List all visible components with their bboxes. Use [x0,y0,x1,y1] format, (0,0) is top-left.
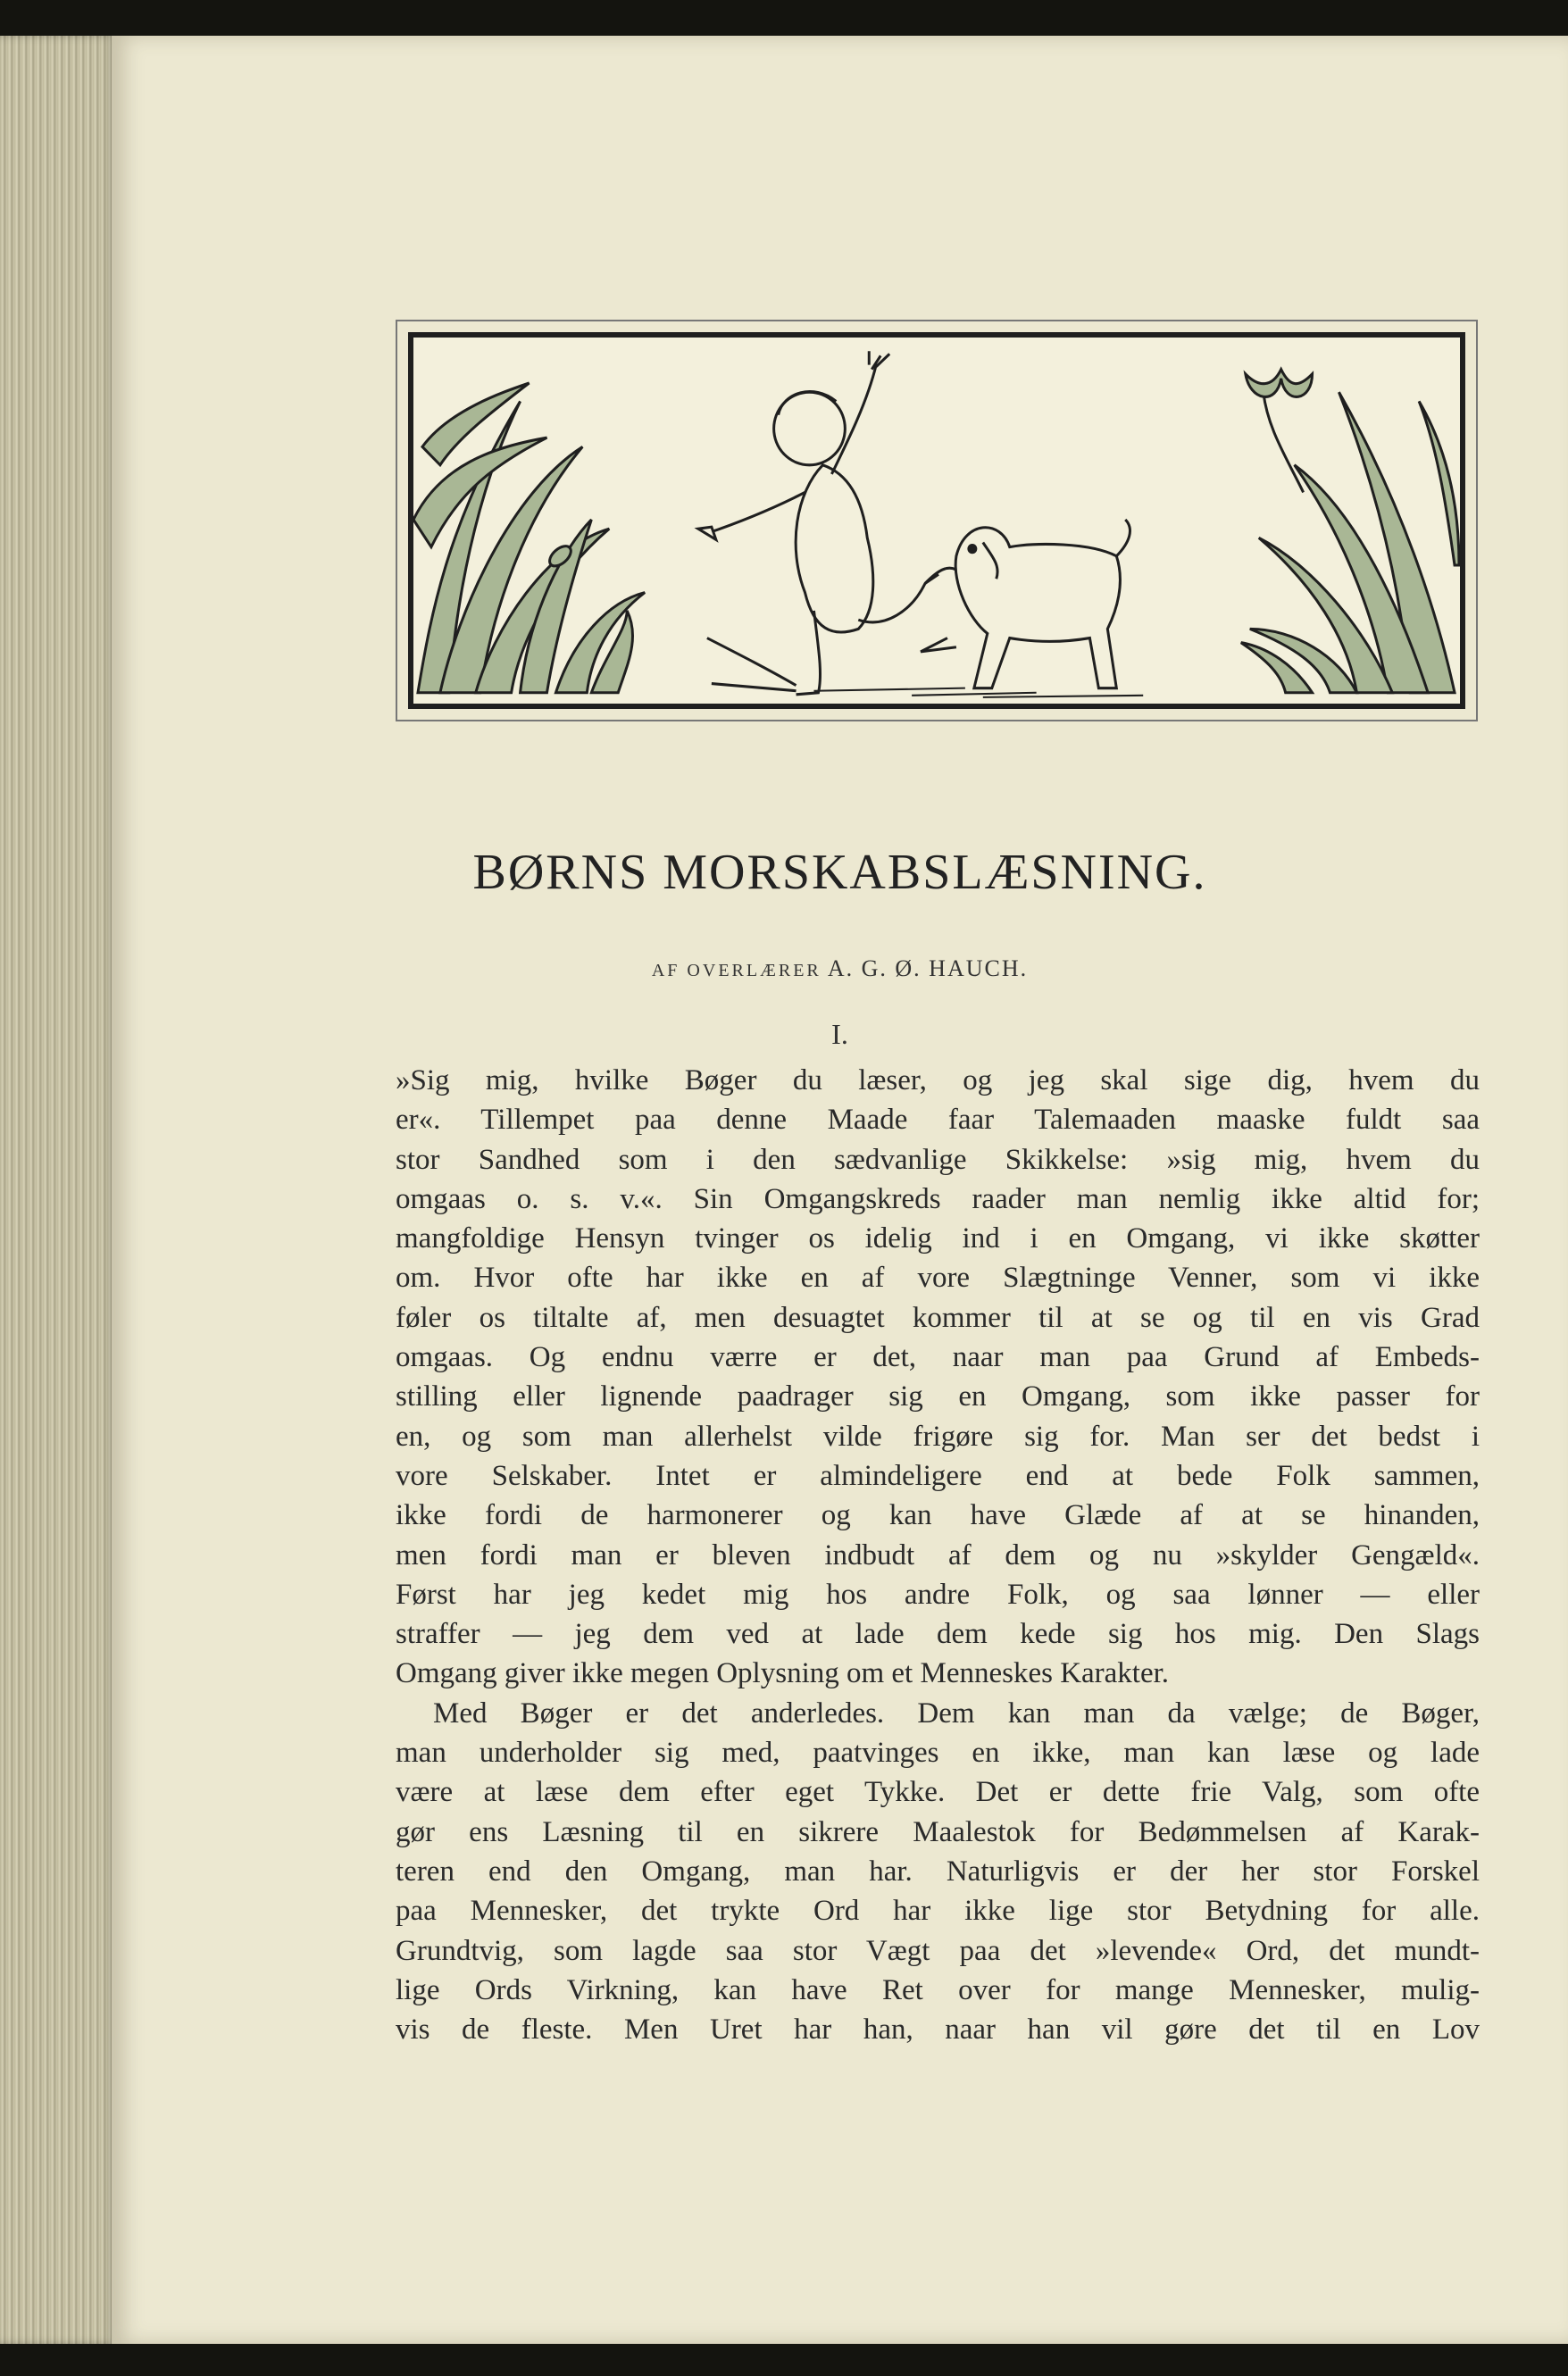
book-page-edges [0,36,116,2344]
text-line: »Sig mig, hvilke Bøger du læser, og jeg skal sige dig, hvem du [396,1064,1480,1096]
text-line: ikke fordi de harmonerer og kan have Glæde af at se hinanden, [396,1499,1480,1532]
text-line: vis de fleste. Men Uret har han, naar han vil gøre det til en Lov [396,2013,1480,2047]
article-body [396,1061,1480,2049]
cherub-icon [698,351,956,695]
text-line: omgaas o. s. v.«. Sin Omgangskreds raader man nemlig ikke altid for; [396,1182,1480,1215]
dog-icon [921,520,1130,688]
text-line: mangfoldige Hensyn tvinger os idelig ind i en Omgang, vi ikke skøtter [396,1222,1480,1255]
text-line: en, og som man allerhelst vilde frigøre sig for. Man ser det bedst i [396,1420,1480,1453]
text-line: være at læse dem efter eget Tykke. Det er dette frie Valg, som ofte [396,1776,1480,1809]
text-line: lige Ords Virkning, kan have Ret over for mange Mennesker, mulig- [396,1973,1480,2006]
text-line: stilling eller lignende paadrager sig en Omgang, som ikke passer for [396,1380,1480,1413]
paragraph [396,1694,1480,2050]
text-line: omgaas. Og endnu værre er det, naar man paa Grund af Embeds- [396,1341,1480,1374]
text-line: gør ens Læsning til en sikrere Maalestok for Bedømmelsen af Karak- [396,1815,1480,1848]
text-line: Først har jeg kedet mig hos andre Folk, og saa lønner — eller [396,1578,1480,1611]
vignette-illustration [413,338,1460,704]
text-line: teren end den Omgang, man har. Naturligvis er der her stor Forskel [396,1855,1480,1888]
plant-ornament-icon [1241,392,1459,693]
book-page [112,36,1568,2344]
header-vignette [396,320,1478,721]
arrow-icon [707,638,797,691]
section-number: I. [831,1018,848,1050]
byline-author: A. G. Ø. HAUCH. [827,955,1029,981]
text-line: Med Bøger er det anderledes. Dem kan man da vælge; de Bøger, [433,1697,1480,1730]
text-line: Omgang giver ikke megen Oplysning om et Menneskes Karakter. [396,1657,1170,1690]
text-line: vore Selskaber. Intet er almindeligere end at bede Folk sammen, [396,1459,1480,1492]
plant-ornament-icon [413,383,645,693]
text-line: paa Mennesker, det trykte Ord har ikke lige stor Betydning for alle. [396,1895,1480,1928]
text-line: man underholder sig med, paatvinges en ikke, man kan læse og lade [396,1737,1480,1770]
vignette-frame [408,332,1465,709]
text-line: men fordi man er bleven indbudt af dem og nu »skylder Gengæld«. [396,1538,1480,1571]
text-line: stor Sandhed som i den sædvanlige Skikkelse: »sig mig, hvem du [396,1143,1480,1176]
text-line: føler os tiltalte af, men desuagtet kommer til at se og til en vis Grad [396,1301,1480,1334]
byline-prefix: AF OVERLÆRER [651,961,822,980]
text-line: er«. Tillempet paa denne Maade faar Talemaaden maaske fuldt saa [396,1104,1480,1137]
article-title: BØRNS MORSKABSLÆSNING. [472,845,1207,900]
paragraph [396,1061,1480,1694]
text-line: straffer — jeg dem ved at lade dem kede sig hos mig. Den Slags [396,1618,1480,1651]
article-byline [112,955,1568,982]
text-line: om. Hvor ofte har ikke en af vore Slægtninge Venner, som vi ikke [396,1262,1480,1295]
text-line: Grundtvig, som lagde saa stor Vægt paa det »levende« Ord, det mundt- [396,1934,1480,1967]
